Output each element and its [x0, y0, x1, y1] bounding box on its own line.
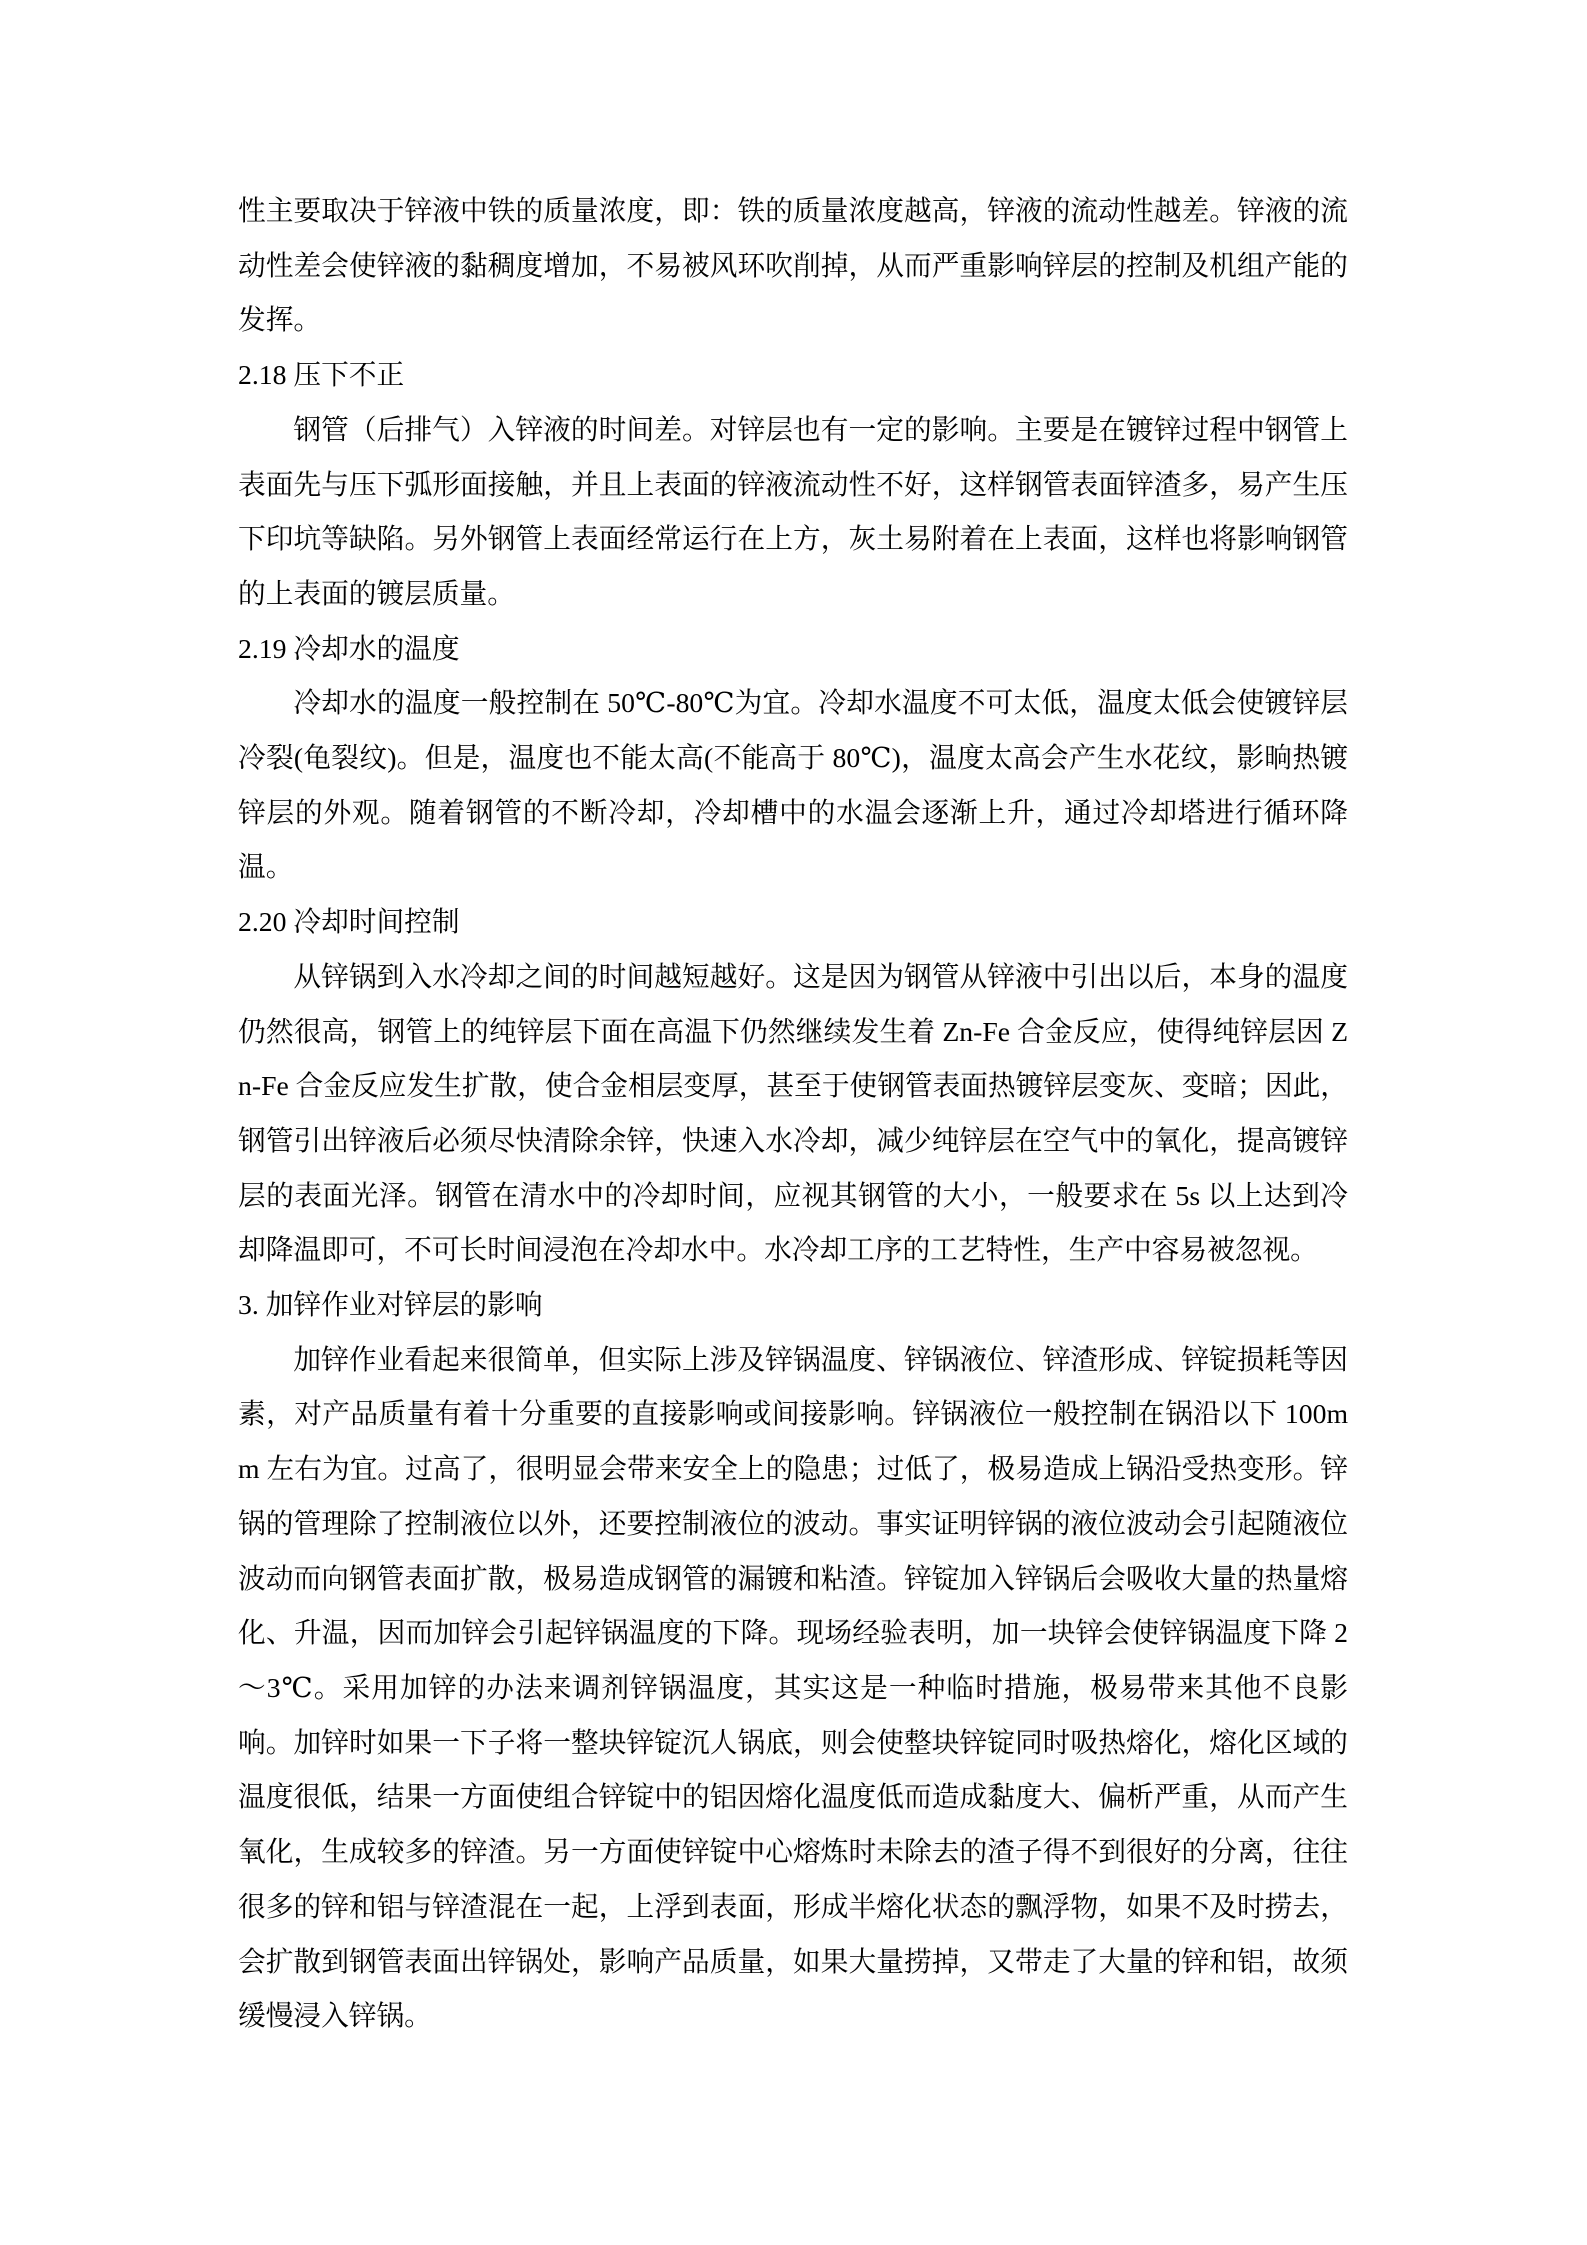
- paragraph-continuation: 性主要取决于锌液中铁的质量浓度，即：铁的质量浓度越高，锌液的流动性越差。锌液的流动性差会使锌液的黏稠度增加，不易被风环吹削掉，从而严重影响锌层的控制及机组产能的发挥。: [238, 195, 1348, 336]
- paragraph-section-2-18: 钢管（后排气）入锌液的时间差。对锌层也有一定的影响。主要是在镀锌过程中钢管上表面先与压下弧形面接触，并且上表面的锌液流动性不好，这样钢管表面锌渣多，易产生压下印坑等缺陷。另外钢管上表面经常运行在上方，灰土易附着在上表面，这样也将影响钢管的上表面的镀层质量。: [238, 413, 1348, 609]
- paragraph-section-3: 加锌作业看起来很简单，但实际上涉及锌锅温度、锌锅液位、锌渣形成、锌锭损耗等因素，对产品质量有着十分重要的直接影响或间接影响。锌锅液位一般控制在锅沿以下 100mm 左右为宜。过高了，很明显会带来安全上的隐患；过低了，极易造成上锅沿受热变形。锌锅的管理除了控制液位以外，还要控制液位的波动。事实证明锌锅的液位波动会引起随液位波动而向钢管表面扩散，极易造成钢管的漏镀和粘渣。锌锭加入锌锅后会吸收大量的热量熔化、升温，因而加锌会引起锌锅温度的下降。现场经验表明，加一块锌会使锌锅温度下降 2～3℃。采用加锌的办法来调剂锌锅温度，其实这是一种临时措施，极易带来其他不良影响。加锌时如果一下子将一整块锌锭沉人锅底，则会使整块锌锭同时吸热熔化，熔化区域的温度很低，结果一方面使组合锌锭中的铝因熔化温度低而造成黏度大、偏析严重，从而产生氧化，生成较多的锌渣。另一方面使锌锭中心熔炼时未除去的渣子得不到很好的分离，往往很多的锌和铝与锌渣混在一起，上浮到表面，形成半熔化状态的飘浮物，如果不及时捞去，会扩散到钢管表面出锌锅处，影响产品质量，如果大量捞掉，又带走了大量的锌和铝，故须缓慢浸入锌锅。: [238, 1343, 1348, 2032]
- paragraph-section-2-19: 冷却水的温度一般控制在 50℃-80℃为宜。冷却水温度不可太低，温度太低会使镀锌层冷裂(龟裂纹)。但是，温度也不能太高(不能高于 80℃)，温度太高会产生水花纹，影晌热镀锌层的外观。随着钢管的不断冷却，冷却槽中的水温会逐渐上升，通过冷却塔进行循环降温。: [238, 687, 1348, 883]
- section-heading-2-19: 2.19 冷却水的温度: [238, 632, 460, 664]
- section-heading-2-20: 2.20 冷却时间控制: [238, 906, 460, 938]
- section-heading-3: 3. 加锌作业对锌层的影响: [238, 1289, 543, 1321]
- paragraph-section-2-20: 从锌锅到入水冷却之间的时间越短越好。这是因为钢管从锌液中引出以后，本身的温度仍然很高，钢管上的纯锌层下面在高温下仍然继续发生着 Zn-Fe 合金反应，使得纯锌层因 Zn-Fe 合金反应发生扩散，使合金相层变厚，甚至于使钢管表面热镀锌层变灰、变暗；因此，钢管引出锌液后必须尽快清除余锌，快速入水冷却，减少纯锌层在空气中的氧化，提高镀锌层的表面光泽。钢管在清水中的冷却时间，应视其钢管的大小，一般要求在 5s 以上达到冷却降温即可，不可长时间浸泡在冷却水中。水冷却工序的工艺特性，生产中容易被忽视。: [238, 960, 1348, 1266]
- document-body: [238, 184, 1348, 2044]
- section-heading-2-18: 2.18 压下不正: [238, 359, 405, 391]
